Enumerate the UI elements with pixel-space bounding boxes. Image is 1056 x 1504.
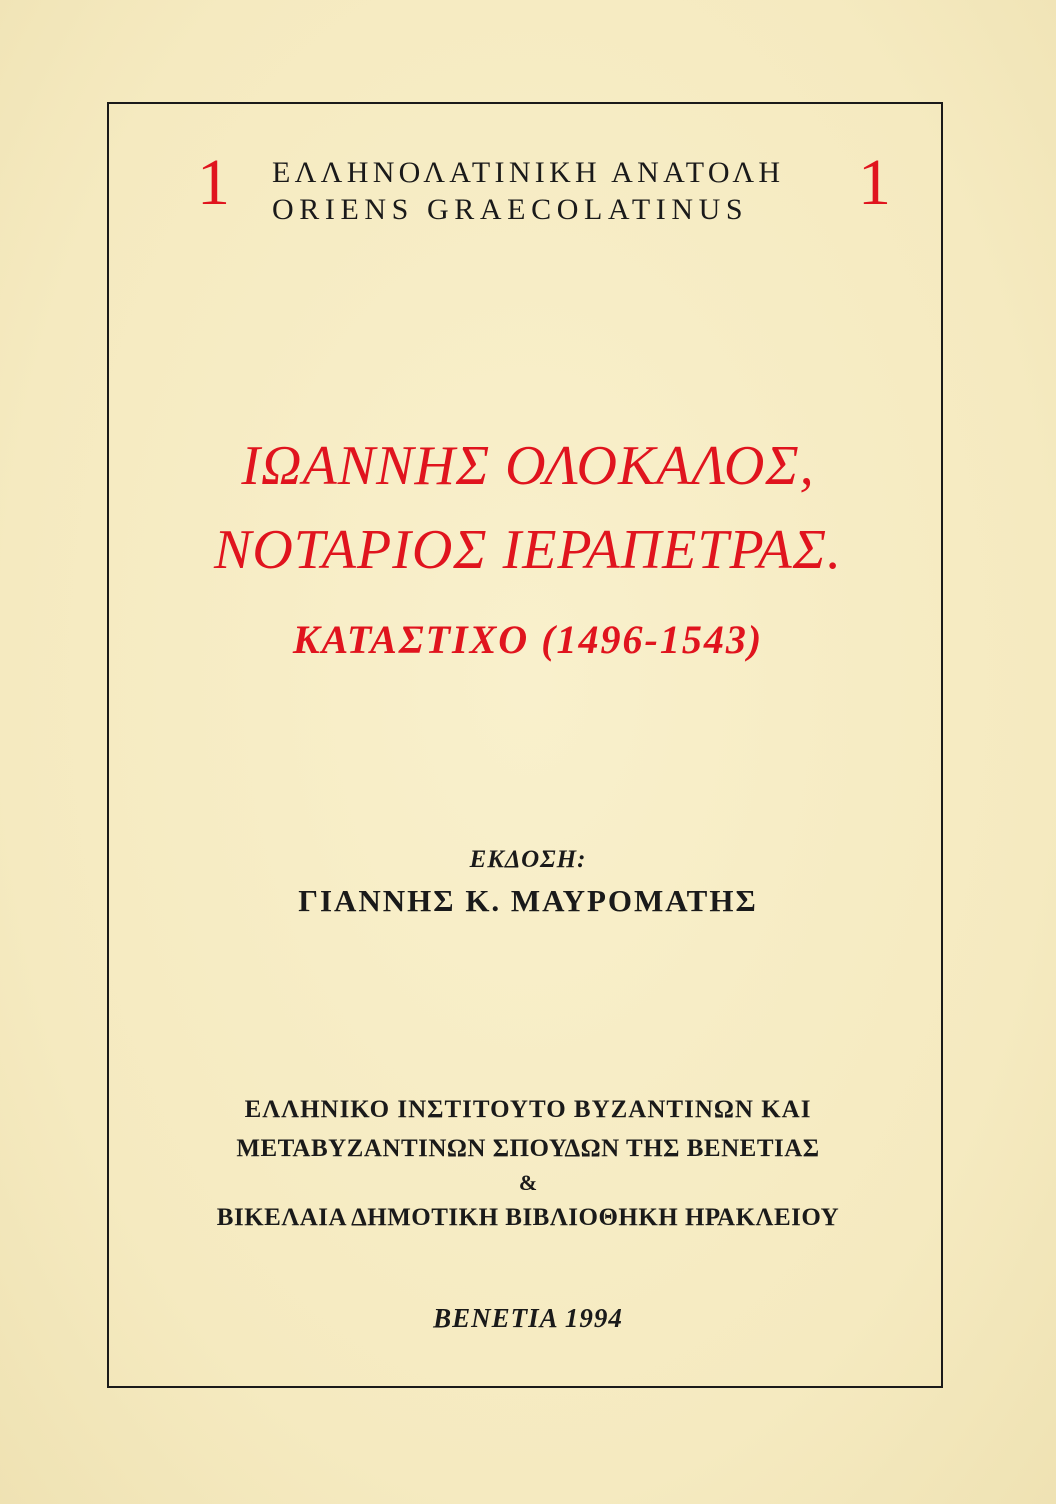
- series-number-right: 1: [858, 146, 891, 219]
- publisher-line-2: ΜΕΤΑΒΥΖΑΝΤΙΝΩΝ ΣΠΟΥΔΩΝ ΤΗΣ ΒΕΝΕΤΙΑΣ: [236, 1135, 820, 1162]
- publisher-line-1: ΕΛΛΗΝΙΚΟ ΙΝΣΤΙΤΟΥΤΟ ΒΥΖΑΝΤΙΝΩΝ ΚΑΙ: [244, 1096, 812, 1123]
- series-name-greek: ΕΛΛΗΝΟΛΑΤΙΝΙΚΗ ΑΝΑΤΟΛΗ: [272, 156, 785, 189]
- book-subtitle: ΚΑΤΑΣΤΙΧΟ (1496-1543): [292, 617, 764, 662]
- book-title-line-1: ΙΩΑΝΝΗΣ ΟΛΟΚΑΛΟΣ,: [241, 435, 815, 497]
- cover-border-frame: [107, 102, 943, 1388]
- publisher-line-3: ΒΙΚΕΛΑΙΑ ΔΗΜΟΤΙΚΗ ΒΙΒΛΙΟΘΗΚΗ ΗΡΑΚΛΕΙΟΥ: [216, 1204, 840, 1231]
- book-title-line-2: ΝΟΤΑΡΙΟΣ ΙΕΡΑΠΕΤΡΑΣ.: [214, 519, 842, 581]
- publisher-ampersand: &: [518, 1170, 538, 1195]
- imprint-place-year: ΒΕΝΕΤΙΑ 1994: [433, 1303, 623, 1333]
- series-number-left: 1: [197, 146, 230, 219]
- editor-name: ΓΙΑΝΝΗΣ Κ. ΜΑΥΡΟΜΑΤΗΣ: [298, 883, 758, 918]
- edition-label: ΕΚΔΟΣΗ:: [469, 846, 587, 873]
- series-name-latin: ORIENS GRAECOLATINUS: [272, 193, 749, 226]
